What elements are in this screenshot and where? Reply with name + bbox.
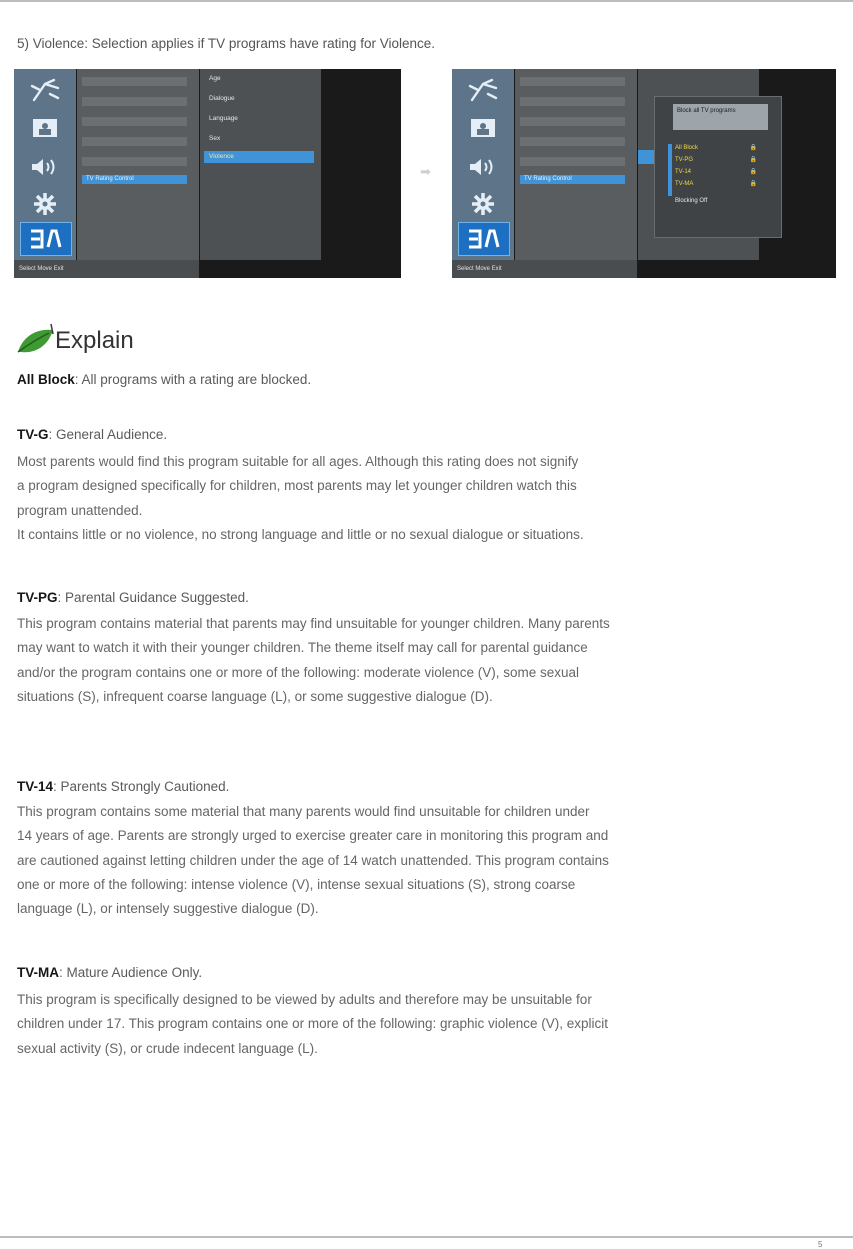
term-tv-pg: TV-PG (17, 590, 58, 605)
term-tv-ma: TV-MA (17, 965, 59, 980)
sound-icon (20, 151, 70, 183)
tv-14-body (17, 800, 609, 921)
menu-item (82, 157, 187, 166)
page-number: 5 (818, 1240, 823, 1249)
menu-item (520, 137, 625, 146)
menu-item (520, 97, 625, 106)
tv-ma-body (17, 988, 608, 1061)
tv-menu-screenshot-before (14, 69, 401, 278)
main-menu-column (77, 69, 199, 260)
popup-item-tv-14: TV-14 🔒 (675, 169, 757, 175)
lock-icon: 🔒 (749, 169, 757, 175)
all-block-paragraph (17, 372, 311, 387)
all-block-summary: : All programs with a rating are blocked. (74, 372, 312, 387)
tv-ma-summary: : Mature Audience Only. (59, 965, 203, 980)
main-menu-column (515, 69, 637, 260)
bottom-rule (0, 1236, 853, 1238)
arrow-icon: ➡ (420, 164, 431, 179)
menu-item (520, 77, 625, 86)
term-tv-g: TV-G (17, 427, 49, 442)
popup-title: Block all TV programs (673, 104, 768, 130)
body-line: This program contains material that parents may find unsuitable for younger children. Many parents (17, 616, 610, 631)
submenu-column (200, 69, 321, 260)
status-bar: Select Move Exit (14, 260, 199, 278)
tv-pg-summary: : Parental Guidance Suggested. (57, 590, 249, 605)
body-line: and/or the program contains one or more of the following: moderate violence (V), some sexual (17, 664, 580, 680)
body-line: 14 years of age. Parents are strongly urged to exercise greater care in monitoring this program and (17, 828, 609, 844)
tv-g-heading (17, 427, 167, 442)
menu-item-tv-rating-control: TV Rating Control (520, 175, 625, 184)
leaf-icon (15, 322, 57, 356)
tv-14-summary: : Parents Strongly Cautioned. (53, 779, 230, 794)
tv-g-body (17, 450, 584, 547)
explain-title: Explain (55, 327, 134, 354)
menu-item (82, 117, 187, 126)
menu-item-tv-rating-control: TV Rating Control (82, 175, 187, 184)
gear-icon (458, 188, 508, 220)
menu-item (520, 117, 625, 126)
lock-icon: 🔒 (749, 157, 757, 163)
menu-item (82, 97, 187, 106)
popup-blocking-status: Blocking Off (675, 198, 708, 204)
status-bar: Select Move Exit (452, 260, 637, 278)
antenna-icon (20, 75, 70, 107)
icon-column (452, 69, 514, 260)
antenna-icon (458, 75, 508, 107)
term-tv-14: TV-14 (17, 779, 54, 794)
parental-lock-icon (20, 222, 72, 256)
icon-column (14, 69, 76, 260)
rating-popup (654, 96, 782, 238)
popup-item-tv-pg: TV-PG 🔒 (675, 157, 757, 163)
popup-item-all-block: All Block 🔒 (675, 145, 757, 151)
menu-item (82, 77, 187, 86)
submenu-item-dialogue: Dialogue (209, 95, 235, 102)
intro-text: 5) Violence: Selection applies if TV programs have rating for Violence. (17, 36, 435, 51)
menu-item (82, 137, 187, 146)
picture-icon (20, 113, 70, 145)
tv-ma-heading (17, 965, 202, 980)
body-line: It contains little or no violence, no strong language and little or no sexual dialogue or situations. (17, 526, 584, 542)
body-line: language (L), or intensely suggestive dialogue (D). (17, 901, 319, 917)
parental-lock-icon (458, 222, 510, 256)
submenu-item-language: Language (209, 115, 238, 122)
gear-icon (20, 188, 70, 220)
submenu-item-violence: Violence (204, 151, 314, 163)
submenu-item-sex: Sex (209, 135, 221, 142)
tv-pg-body (17, 612, 610, 709)
submenu-item-age: Age (209, 75, 221, 82)
term-all-block: All Block (17, 372, 75, 387)
sound-icon (458, 151, 508, 183)
lock-icon: 🔒 (749, 145, 757, 151)
tv-14-heading (17, 779, 229, 794)
tv-menu-screenshot-after (452, 69, 836, 278)
popup-selection-bar (668, 144, 672, 196)
body-line: Most parents would find this program suitable for all ages. Although this rating does not signify (17, 454, 579, 469)
body-line: one or more of the following: intense violence (V), intense sexual situations (S), strong coarse (17, 876, 576, 892)
popup-item-tv-ma: TV-MA 🔒 (675, 181, 757, 187)
body-line: This program is specifically designed to be viewed by adults and therefore may be unsuitable for (17, 992, 592, 1007)
body-line: children under 17. This program contains one or more of the following: graphic violence (V), explicit (17, 1016, 609, 1032)
body-line: program unattended. (17, 502, 143, 518)
lock-icon: 🔒 (749, 181, 757, 187)
menu-item (520, 157, 625, 166)
body-line: situations (S), infrequent coarse language (L), or some suggestive dialogue (D). (17, 688, 493, 704)
tv-g-summary: : General Audience. (48, 427, 168, 442)
body-line: are cautioned against letting children under the age of 14 watch unattended. This program contains (17, 852, 609, 868)
body-line: may want to watch it with their younger children. The theme itself may call for parental guidance (17, 640, 588, 656)
body-line: a program designed specifically for children, most parents may let younger children watch this (17, 478, 577, 494)
body-line: This program contains some material that many parents would find unsuitable for children under (17, 804, 590, 819)
picture-icon (458, 113, 508, 145)
body-line: sexual activity (S), or crude indecent language (L). (17, 1040, 318, 1056)
top-rule (0, 0, 853, 2)
tv-pg-heading (17, 590, 249, 605)
